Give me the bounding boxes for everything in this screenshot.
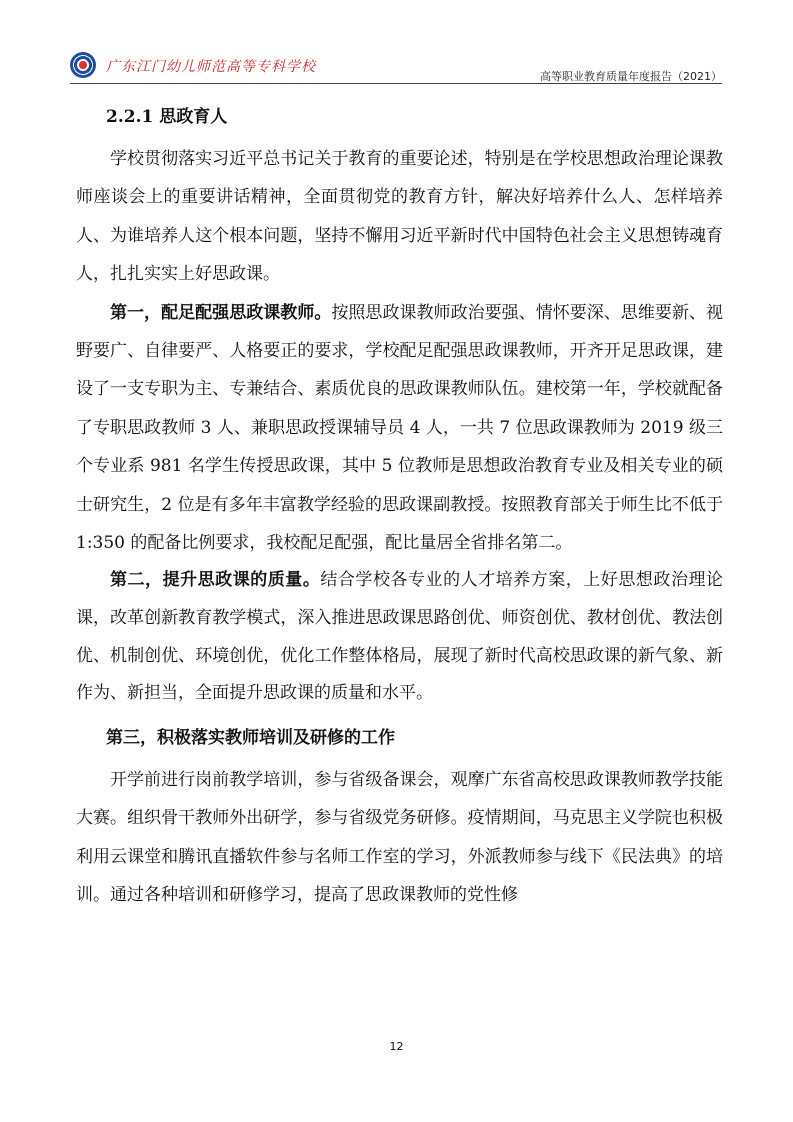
intro-paragraph: 学校贯彻落实习近平总书记关于教育的重要论述，特别是在学校思想政治理论课教师座谈会上的重要讲话精神，全面贯彻党的教育方针，解决好培养什么人、怎样培养人、为谁培养人这个根本问题，坚持不懈用习近平新时代中国特色社会主义思想铸魂育人，扎扎实实上好思政课。 [76,149,723,285]
page-header [70,50,722,84]
school-emblem-icon [70,52,96,78]
paragraph-text: 按照思政课教师政治要强、情怀要深、思维要新、视野要广、自律要严、人格要正的要求，学校配足配强思政课教师，开齐开足思政课，建设了一支专职为主、专兼结合、素质优良的思政课教师队伍。建校第一年，学校就配备了专职思政教师 3 人、兼职思政授课辅导员 4 人，一共 7 位思政课教师为 2019 级三个专业系 981 名学生传授思政课，其中 5 位教师是思想政治教育专业及相关专业的硕士研究生，2 位是有多年丰富教学经验的思政课副教授。按照教育部关于师生比不低于 1:350 的配备比例要求，我校配足配强，配比量居全省排名第二。 [76,302,724,554]
paragraph-quality [76,562,723,712]
report-title: 高等职业教育质量年度报告（2021） [540,70,722,83]
school-name: 广东江门幼儿师范高等专科学校 [106,59,316,75]
paragraph-training: 开学前进行岗前教学培训，参与省级备课会，观摩广东省高校思政课教师教学技能大赛。组织骨干教师外出研学，参与省级党务研修。疫情期间，马克思主义学院也积极利用云课堂和腾讯直播软件参与名师工作室的学习，外派教师参与线下《民法典》的培训。通过各种培训和研修学习，提高了思政课教师的党性修 [76,769,723,906]
paragraph-text: 结合学校各专业的人才培养方案，上好思想政治理论课，改革创新教育教学模式，深入推进思政课思路创优、师资创优、教材创优、教法创优、机制创优、环境创优，优化工作整体格局，展现了新时代高校思政课的新气象、新作为、新担当，全面提升思政课的质量和水平。 [76,570,724,704]
subsection-heading: 第三，积极落实教师培训及研修的工作 [106,727,395,748]
page-number: 12 [389,1040,404,1053]
paragraph-teachers [76,294,723,563]
paragraph-lead: 第一，配足配强思政课教师。 [110,302,332,323]
header-divider [70,83,722,84]
document-body [76,102,723,914]
paragraph-lead: 第二，提升思政课的质量。 [110,570,321,591]
section-heading: 2.2.1 思政育人 [106,107,228,127]
